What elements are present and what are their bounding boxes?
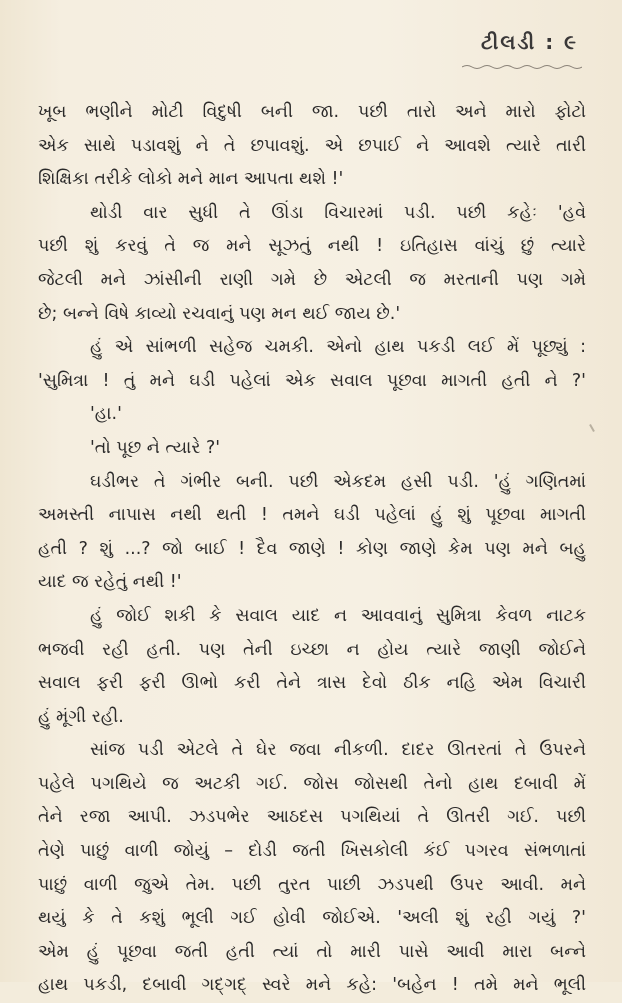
text-line: 'હા.' <box>90 404 122 425</box>
text-line: 'સુમિત્રા ! તું મને ઘડી પહેલાં એક સવાલ પૂછવા માગતી હતી ને ?' <box>38 370 586 391</box>
text-line: થયું કે તે કશું ભૂલી ગઈ હોવી જોઈએ. 'અલી શું રહી ગયું ?' <box>38 908 586 929</box>
text-line: પહેલે પગથિયે જ અટકી ગઈ. જોસ જોસથી તેનો હાથ દબાવી મેં <box>38 773 586 794</box>
text-line: હું મૂંગી રહી. <box>38 706 124 727</box>
text-line: ઘડીભર તે ગંભીર બની. પછી એકદમ હસી પડી. 'હું ગણિતમાં <box>90 471 586 492</box>
text-line: થોડી વાર સુધી તે ઊંડા વિચારમાં પડી. પછી કહેઃ 'હવે <box>90 202 586 223</box>
text-line: ખૂબ ભણીને મોટી વિદુષી બની જા. પછી તારો અને મારો ફોટો <box>38 102 586 122</box>
text-line: સવાલ ફરી ફરી ઊભો કરી તેને ત્રાસ દેવો ઠીક નહિ એમ વિચારી <box>38 673 586 694</box>
text-line: હાથ પકડી, દબાવી ગદ્ગદ્ સ્વરે મને કહે: 'બહેન ! તમે મને ભૂલી <box>38 975 586 996</box>
text-line: એમ હું પૂછવા જતી હતી ત્યાં તો મારી પાસે આવી મારા બન્ને <box>38 941 586 962</box>
text-line: તેણે પાછું વાળી જોયું – દોડી જતી ખિસકોલી કંઈ પગરવ સંભળાતાં <box>38 841 586 862</box>
text-line: જેટલી મને ઝાંસીની રાણી ગમે છે એટલી જ મરતાની પણ ગમે <box>38 269 586 290</box>
text-line: અમસ્તી નાપાસ નથી થતી ! તમને ઘડી પહેલાં હું શું પૂછવા માગતી <box>38 505 586 526</box>
text-line: પછી શું કરવું તે જ મને સૂઝતું નથી ! ઇતિહાસ વાંચું છું ત્યારે <box>38 236 586 257</box>
text-line: છે; બન્ને વિષે કાવ્યો રચવાનું પણ મન થઈ જાય છે.' <box>38 303 401 324</box>
text-line: હતી ? શું ...? જો બાઈ ! દૈવ જાણે ! કોણ જાણે કેમ પણ મને બહુ <box>38 538 586 559</box>
text-line: યાદ જ રહેતું નથી !' <box>38 572 182 593</box>
text-line: ભજવી રહી હતી. પણ તેની ઇચ્છા ન હોય ત્યારે જાણી જોઈને <box>38 639 586 660</box>
text-line: હું જોઈ શકી કે સવાલ યાદ ન આવવાનું સુમિત્રા કેવળ નાટક <box>90 605 586 626</box>
running-head: ટીલડી : ૯ <box>481 30 578 54</box>
body-text <box>38 96 586 1003</box>
paper-speck <box>589 424 595 432</box>
text-line: સાંજ પડી એટલે તે ઘેર જવા નીકળી. દાદર ઊતરતાં તે ઉપરને <box>90 740 586 761</box>
text-line: એક સાથે પડાવશું ને તે છપાવશું. એ છપાઈ ને આવશે ત્યારે તારી <box>38 135 586 156</box>
text-line: શિક્ષિકા તરીકે લોકો મને માન આપતા થશે !' <box>38 169 344 190</box>
text-line: તેને રજા આપી. ઝડપભેર આઠદસ પગથિયાં તે ઊતરી ગઈ. પછી <box>38 807 586 828</box>
text-line: 'તો પૂછ ને ત્યારે ?' <box>90 437 221 458</box>
text-line: પાછું વાળી જુએ તેમ. પછી તુરત પાછી ઝડપથી ઉપર આવી. મને <box>38 874 586 895</box>
text-line: હું એ સાંભળી સહેજ ચમકી. એનો હાથ પકડી લઈ મેં પૂછ્યું : <box>90 337 586 358</box>
header-ornament-rule <box>462 64 582 70</box>
